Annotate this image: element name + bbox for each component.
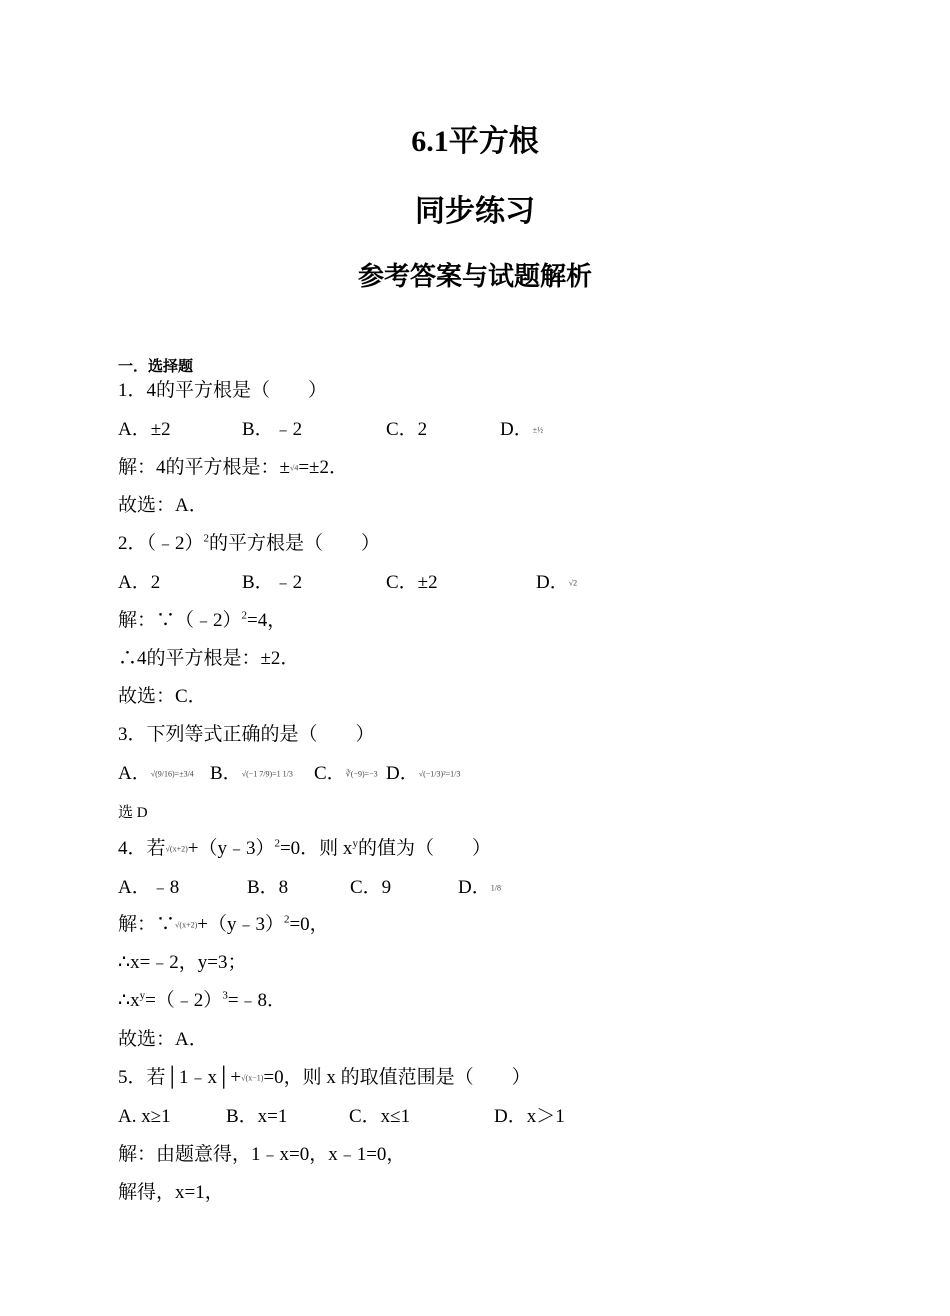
q4-solution-1-formula: √(x+2) bbox=[175, 920, 198, 930]
q4-solution-1-mid: +（y﹣3） bbox=[197, 914, 284, 935]
q4-solution-3-pre: ∴x bbox=[118, 990, 140, 1011]
q1-solution-pre: 解：4的平方根是：± bbox=[118, 457, 290, 478]
q1-options bbox=[118, 417, 543, 444]
q3-option-c-formula: ∛(−9)=−3 bbox=[345, 769, 378, 779]
q3-option-b bbox=[210, 761, 314, 788]
q2-stem-sup: 2 bbox=[203, 532, 210, 545]
q3-stem: 3．下列等式正确的是（ ） bbox=[118, 724, 375, 745]
q2-solution-2: ∴4的平方根是：±2． bbox=[118, 648, 300, 669]
q4-answer: 故选：A． bbox=[118, 1029, 208, 1050]
q1-answer: 故选：A． bbox=[118, 495, 208, 516]
section-heading: 一．选择题 bbox=[118, 359, 194, 375]
q2-option-d-label: D． bbox=[536, 572, 569, 593]
q4-stem-mid: +（y﹣3） bbox=[187, 838, 275, 859]
q2-stem bbox=[118, 531, 380, 557]
q4-option-a: A．﹣8 bbox=[118, 877, 180, 898]
q3-option-c bbox=[314, 761, 386, 788]
q1-option-a: A．±2 bbox=[118, 419, 171, 440]
q5-stem-formula: √(x−1) bbox=[241, 1073, 264, 1083]
q4-solution-3-post: =﹣8． bbox=[227, 990, 287, 1011]
q5-solution-1: 解：由题意得，1﹣x=0，x﹣1=0， bbox=[118, 1144, 406, 1165]
q1-option-c: C．2 bbox=[386, 419, 428, 440]
q2-solution-1-sup: 2 bbox=[241, 609, 248, 622]
q4-solution-3-sup2: 3 bbox=[222, 989, 228, 1002]
q4-stem bbox=[118, 836, 491, 863]
q4-stem-sup: 2 bbox=[274, 837, 280, 850]
q2-stem-pre: 2．（﹣2） bbox=[118, 533, 204, 554]
q3-option-d-label: D． bbox=[386, 763, 419, 784]
q2-option-d-formula: √2 bbox=[568, 578, 578, 588]
q1-option-d-label: D． bbox=[500, 419, 533, 440]
q1-option-d bbox=[500, 417, 543, 444]
q3-option-a-formula: √(9/16)=±3/4 bbox=[150, 769, 194, 779]
q3-option-a bbox=[118, 761, 210, 788]
q1-option-b: B．﹣2 bbox=[242, 419, 303, 440]
q2-stem-post: 的平方根是（ ） bbox=[209, 533, 381, 554]
q4-option-d-formula: 1/8 bbox=[490, 883, 501, 893]
q4-stem-mid2: =0．则 x bbox=[279, 838, 353, 859]
q4-solution-3-mid: =（﹣2） bbox=[145, 990, 223, 1011]
q5-options bbox=[118, 1104, 565, 1130]
q5-solution-2: 解得，x=1， bbox=[118, 1182, 224, 1203]
q5-stem bbox=[118, 1065, 531, 1092]
q2-option-b: B．﹣2 bbox=[242, 572, 303, 593]
q4-stem-post: 的值为（ ） bbox=[357, 838, 491, 859]
q4-solution-3-sup: y bbox=[139, 989, 146, 1002]
q2-solution-1-post: =4， bbox=[247, 610, 287, 631]
q4-solution-1 bbox=[118, 912, 329, 939]
q4-stem-sup2: y bbox=[352, 837, 358, 850]
doc-title: 6.1平方根 bbox=[411, 125, 539, 158]
q2-answer: 故选：C． bbox=[118, 686, 207, 707]
q4-option-b: B．8 bbox=[247, 877, 289, 898]
q3-options bbox=[118, 761, 460, 788]
q4-option-d-label: D． bbox=[458, 877, 491, 898]
q2-solution-1-pre: 解：∵（﹣2） bbox=[118, 610, 242, 631]
q1-solution-formula: √4 bbox=[289, 463, 299, 473]
q4-solution-3 bbox=[118, 988, 286, 1014]
q3-option-d bbox=[386, 761, 460, 788]
q1-solution-post: =±2． bbox=[298, 457, 348, 478]
q4-solution-1-pre: 解：∵ bbox=[118, 914, 176, 935]
q3-option-d-formula: √(−1/3)²=1/3 bbox=[418, 769, 461, 779]
q4-stem-formula: √(x+2) bbox=[165, 844, 188, 854]
doc-subtitle: 同步练习 bbox=[415, 195, 535, 228]
q2-options bbox=[118, 570, 577, 597]
q5-option-a: A. x≥1 bbox=[118, 1106, 171, 1127]
q4-solution-1-sup: 2 bbox=[283, 913, 290, 926]
q4-solution-1-post: =0， bbox=[289, 914, 329, 935]
q2-option-c: C．±2 bbox=[386, 572, 438, 593]
q2-option-a: A．2 bbox=[118, 572, 161, 593]
q3-answer: 选 D bbox=[118, 805, 148, 821]
q4-solution-2: ∴x=﹣2，y=3； bbox=[118, 952, 247, 973]
q4-option-d bbox=[458, 875, 501, 902]
q1-option-d-formula: ±½ bbox=[532, 425, 544, 435]
q5-option-c: C．x≤1 bbox=[349, 1106, 411, 1127]
q5-option-d: D．x＞1 bbox=[494, 1106, 565, 1127]
q2-option-d bbox=[536, 570, 577, 597]
q5-option-b: B．x=1 bbox=[226, 1106, 288, 1127]
q3-option-c-label: C． bbox=[314, 763, 346, 784]
q5-stem-pre: 5．若│1﹣x│+ bbox=[118, 1067, 242, 1088]
q3-option-b-label: B． bbox=[210, 763, 242, 784]
q5-stem-post: =0，则 x 的取值范围是（ ） bbox=[263, 1067, 531, 1088]
q4-option-c: C．9 bbox=[350, 877, 392, 898]
q4-options bbox=[118, 875, 501, 902]
q3-option-b-formula: √(−1 7/9)=1 1/3 bbox=[241, 769, 293, 779]
doc-heading: 参考答案与试题解析 bbox=[357, 262, 592, 291]
q2-solution-1 bbox=[118, 608, 286, 634]
q4-stem-pre: 4．若 bbox=[118, 838, 166, 859]
q1-stem: 1．4的平方根是（ ） bbox=[118, 380, 328, 401]
q1-solution bbox=[118, 455, 348, 482]
q3-option-a-label: A． bbox=[118, 763, 151, 784]
